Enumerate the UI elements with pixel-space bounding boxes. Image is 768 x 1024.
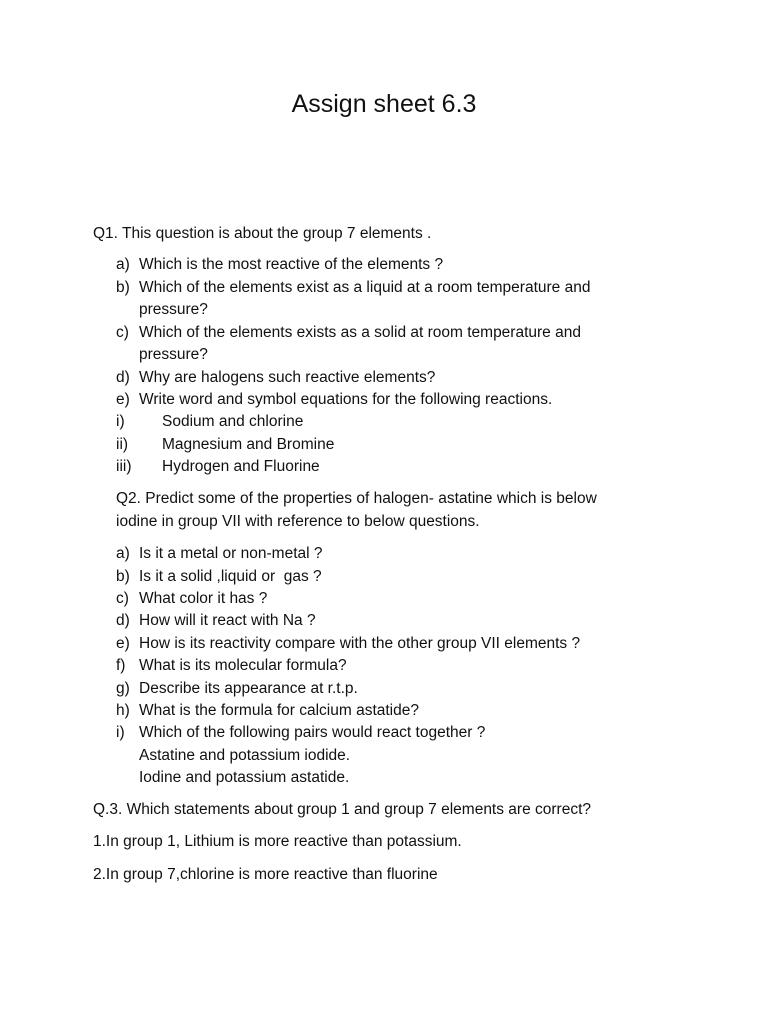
q2-item-marker: h) (116, 702, 130, 719)
q1-item-text: Write word and symbol equations for the following reactions. (139, 391, 553, 408)
q3-statement: 2.In group 7,chlorine is more reactive than fluorine (93, 866, 438, 883)
q2-item-text: Is it a solid ,liquid or gas ? (139, 568, 322, 585)
page-title: Assign sheet 6.3 (291, 90, 477, 118)
q2-item-text: What color it has ? (139, 590, 268, 607)
q2-item-marker: f) (116, 657, 126, 674)
q2-item-marker: a) (116, 545, 130, 562)
q1-item-text-cont: pressure? (139, 346, 208, 363)
q2-item-text-cont: Astatine and potassium iodide. (139, 747, 351, 764)
q2-item-text: What is the formula for calcium astatide? (139, 702, 419, 719)
q1-item-marker: c) (116, 324, 129, 341)
q1-subitem-text: Sodium and chlorine (162, 413, 304, 430)
q1-item-text: Which is the most reactive of the elements ? (139, 256, 444, 273)
q2-item-marker: c) (116, 590, 129, 607)
q2-item-text: What is its molecular formula? (139, 657, 347, 674)
q2-item-text: How is its reactivity compare with the other group VII elements ? (139, 635, 581, 652)
q1-item-text: Which of the elements exists as a solid at room temperature and (139, 324, 581, 341)
q2-stem-cont: iodine in group VII with reference to below questions. (116, 513, 480, 530)
q1-subitem-marker: i) (116, 413, 125, 430)
q2-item-marker: d) (116, 612, 130, 629)
q2-item-text: How will it react with Na ? (139, 612, 316, 629)
q1-item-marker: e) (116, 391, 130, 408)
q1-item-marker: a) (116, 256, 130, 273)
q2-stem: Q2. Predict some of the properties of halogen- astatine which is below (116, 490, 597, 507)
q2-item-text: Describe its appearance at r.t.p. (139, 680, 358, 697)
q2-item-marker: g) (116, 680, 130, 697)
q3-stem: Q.3. Which statements about group 1 and group 7 elements are correct? (93, 801, 591, 818)
q2-item-text-cont: Iodine and potassium astatide. (139, 769, 350, 786)
q1-item-marker: b) (116, 279, 130, 296)
q1-item-text: Why are halogens such reactive elements? (139, 369, 436, 386)
q1-subitem-marker: iii) (116, 458, 132, 475)
q2-item-text: Which of the following pairs would react together ? (139, 724, 486, 741)
q1-subitem-text: Hydrogen and Fluorine (162, 458, 320, 475)
q1-item-marker: d) (116, 369, 130, 386)
q1-subitem-text: Magnesium and Bromine (162, 436, 335, 453)
q1-item-text-cont: pressure? (139, 301, 208, 318)
q2-item-marker: b) (116, 568, 130, 585)
q1-item-text: Which of the elements exist as a liquid at a room temperature and (139, 279, 591, 296)
q1-stem: Q1. This question is about the group 7 elements . (93, 225, 432, 242)
q2-item-marker: e) (116, 635, 130, 652)
q2-item-marker: i) (116, 724, 125, 741)
q1-subitem-marker: ii) (116, 436, 129, 453)
q2-item-text: Is it a metal or non-metal ? (139, 545, 323, 562)
q3-statement: 1.In group 1, Lithium is more reactive than potassium. (93, 833, 462, 850)
